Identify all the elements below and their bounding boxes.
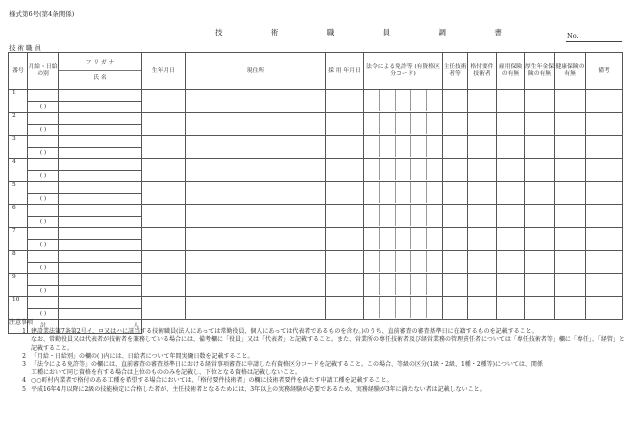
flag-cell[interactable] xyxy=(443,274,468,297)
birth-cell[interactable] xyxy=(142,297,186,320)
note-item xyxy=(9,386,625,394)
flag-cell[interactable] xyxy=(525,113,555,136)
flag-cell[interactable] xyxy=(468,205,497,228)
address-cell[interactable] xyxy=(186,297,326,320)
hire-cell[interactable] xyxy=(326,274,364,297)
flag-cell[interactable] xyxy=(555,159,586,182)
header-number: 番号 xyxy=(9,53,28,90)
note-text: 「月給・日給別」の欄の( )内には、日給者について年間実働日数を記載すること。 xyxy=(31,352,254,360)
header-attached: 格付要件技術者 xyxy=(468,53,497,90)
document-title: 技 術 職 員 調 書 xyxy=(215,28,525,37)
workdays-paren: ( ) xyxy=(28,148,59,159)
address-cell[interactable] xyxy=(186,228,326,251)
address-cell[interactable] xyxy=(186,90,326,113)
address-cell[interactable] xyxy=(186,274,326,297)
flag-cell[interactable] xyxy=(468,251,497,274)
notes-heading: 注意事項 xyxy=(9,319,34,326)
birth-cell[interactable] xyxy=(142,205,186,228)
name-cell[interactable] xyxy=(59,286,142,297)
flag-cell[interactable] xyxy=(468,90,497,113)
address-cell[interactable] xyxy=(186,251,326,274)
note-number: 1 xyxy=(22,328,26,336)
note-text: 建設業法第7条第2号イ、ロ又はハに該当する技術職員(法人にあっては常勤役員、個人にあっては代表者であるものを含む。)のうち、直前審査の審査基準日に在籍するものを記載すること。 xyxy=(31,328,538,336)
header-hire: 採 用 年月日 xyxy=(326,53,364,90)
birth-cell[interactable] xyxy=(142,90,186,113)
name-cell[interactable] xyxy=(59,263,142,274)
table-row xyxy=(9,90,623,102)
row-number: 5 xyxy=(9,182,28,205)
note-number: 4 xyxy=(22,377,26,385)
header-remarks: 備考 xyxy=(586,53,623,90)
flag-cell[interactable] xyxy=(497,228,525,251)
table-row xyxy=(9,159,623,171)
address-cell[interactable] xyxy=(186,205,326,228)
address-cell[interactable] xyxy=(186,182,326,205)
flag-cell[interactable] xyxy=(468,297,497,320)
hire-cell[interactable] xyxy=(326,113,364,136)
header-kanji-name: 氏 名 xyxy=(93,75,107,81)
birth-cell[interactable] xyxy=(142,228,186,251)
row-number: 8 xyxy=(9,251,28,274)
license-cell[interactable] xyxy=(364,159,443,182)
furigana-cell[interactable] xyxy=(59,90,142,102)
birth-cell[interactable] xyxy=(142,182,186,205)
address-cell[interactable] xyxy=(186,136,326,159)
flag-cell[interactable] xyxy=(443,182,468,205)
name-cell[interactable] xyxy=(59,309,142,320)
number-field-line xyxy=(566,41,622,42)
hire-cell[interactable] xyxy=(326,136,364,159)
furigana-cell[interactable] xyxy=(59,297,142,309)
note-continuation: 工種において同じ資格を有する場合は上位のもののみを記載し、下位となる資格は記載しないこと。 xyxy=(31,369,302,377)
flag-cell[interactable] xyxy=(586,136,623,159)
note-number: 3 xyxy=(22,361,26,369)
payday-cell[interactable] xyxy=(28,182,59,194)
flag-cell[interactable] xyxy=(443,205,468,228)
flag-cell[interactable] xyxy=(443,90,468,113)
payday-cell[interactable] xyxy=(28,297,59,309)
flag-cell[interactable] xyxy=(555,205,586,228)
flag-cell[interactable] xyxy=(586,182,623,205)
flag-cell[interactable] xyxy=(497,182,525,205)
workdays-paren: ( ) xyxy=(28,171,59,182)
row-number: 3 xyxy=(9,136,28,159)
flag-cell[interactable] xyxy=(525,251,555,274)
row-number: 2 xyxy=(9,113,28,136)
flag-cell[interactable] xyxy=(443,113,468,136)
license-cell[interactable] xyxy=(364,113,443,136)
flag-cell[interactable] xyxy=(525,136,555,159)
header-health-insurance: 健康保険の有無 xyxy=(555,53,586,90)
header-payday: 月給・日給の別 xyxy=(28,53,59,90)
name-cell[interactable] xyxy=(59,217,142,228)
name-cell[interactable] xyxy=(59,194,142,205)
section-title: 技術職員 xyxy=(9,44,43,52)
header-name xyxy=(59,53,142,90)
note-item xyxy=(9,377,625,385)
flag-cell[interactable] xyxy=(555,251,586,274)
flag-cell[interactable] xyxy=(497,205,525,228)
header-license: 法令による免許等 (有資格区分コード) xyxy=(364,53,443,90)
license-cell[interactable] xyxy=(364,297,443,320)
payday-cell[interactable] xyxy=(28,205,59,217)
flag-cell[interactable] xyxy=(525,297,555,320)
flag-cell[interactable] xyxy=(443,251,468,274)
birth-cell[interactable] xyxy=(142,113,186,136)
workdays-paren: ( ) xyxy=(28,194,59,205)
name-cell[interactable] xyxy=(59,148,142,159)
flag-cell[interactable] xyxy=(443,136,468,159)
payday-cell[interactable] xyxy=(28,274,59,286)
header-furigana: フ リ ガ ナ xyxy=(85,60,115,67)
total-unit: 人 xyxy=(59,320,142,334)
staff-table xyxy=(8,52,623,334)
hire-cell[interactable] xyxy=(326,159,364,182)
flag-cell[interactable] xyxy=(497,274,525,297)
row-number: 10 xyxy=(9,297,28,320)
flag-cell[interactable] xyxy=(555,136,586,159)
flag-cell[interactable] xyxy=(497,90,525,113)
flag-cell[interactable] xyxy=(468,159,497,182)
address-cell[interactable] xyxy=(186,113,326,136)
notes-section xyxy=(9,319,625,394)
total-label: 計 xyxy=(28,320,59,334)
note-text: 「法令による免許等」の欄には、直前審査の審査基準日における経営事項審査に申請した有資格区分コードを記載すること。この場合、等級の区分(1級・2級、1種・2種等)については、関係 xyxy=(31,361,543,369)
flag-cell[interactable] xyxy=(497,297,525,320)
table-row xyxy=(9,297,623,309)
flag-cell[interactable] xyxy=(555,113,586,136)
hire-cell[interactable] xyxy=(326,90,364,113)
header-chief: 主任技術者等 xyxy=(443,53,468,90)
hire-cell[interactable] xyxy=(326,205,364,228)
flag-cell[interactable] xyxy=(555,274,586,297)
payday-cell[interactable] xyxy=(28,159,59,171)
flag-cell[interactable] xyxy=(468,182,497,205)
table-row xyxy=(9,205,623,217)
flag-cell[interactable] xyxy=(586,251,623,274)
row-number: 1 xyxy=(9,90,28,113)
furigana-cell[interactable] xyxy=(59,113,142,125)
workdays-paren: ( ) xyxy=(28,125,59,136)
flag-cell[interactable] xyxy=(525,159,555,182)
header-employment-insurance: 雇用保険の有無 xyxy=(497,53,525,90)
workdays-paren: ( ) xyxy=(28,309,59,320)
flag-cell[interactable] xyxy=(443,159,468,182)
workdays-paren: ( ) xyxy=(28,286,59,297)
flag-cell[interactable] xyxy=(555,90,586,113)
table-row xyxy=(9,136,623,148)
flag-cell[interactable] xyxy=(555,297,586,320)
row-number: 7 xyxy=(9,228,28,251)
flag-cell[interactable] xyxy=(468,113,497,136)
table-row xyxy=(9,228,623,240)
note-number: 2 xyxy=(22,352,26,360)
workdays-paren: ( ) xyxy=(28,263,59,274)
workdays-paren: ( ) xyxy=(28,217,59,228)
table-row xyxy=(9,182,623,194)
furigana-cell[interactable] xyxy=(59,228,142,240)
license-cell[interactable] xyxy=(364,90,443,113)
furigana-cell[interactable] xyxy=(59,205,142,217)
flag-cell[interactable] xyxy=(525,90,555,113)
flag-cell[interactable] xyxy=(525,182,555,205)
note-continuation: なお、常勤役員又は代表者が技術者を兼務している場合には、備考欄に「役員」又は「代表者」と記載すること。また、営業所の専任技術者及び経営業務の管理責任者については「専任技術者等」欄に「専任」、「経管」と記載すること。 xyxy=(31,336,625,352)
name-cell[interactable] xyxy=(59,125,142,136)
header-birth: 生年月日 xyxy=(142,53,186,90)
license-cell[interactable] xyxy=(364,274,443,297)
address-cell[interactable] xyxy=(186,159,326,182)
flag-cell[interactable] xyxy=(586,205,623,228)
note-item xyxy=(9,361,625,369)
license-cell[interactable] xyxy=(364,136,443,159)
note-text: 平成16年4月以降に2級の技能検定に合格した者が、主任技術者となるためには、3年以上の実務経験が必要であるため、実務経験が3年に満たない者は記載しないこと。 xyxy=(31,385,486,393)
flag-cell[interactable] xyxy=(497,159,525,182)
name-cell[interactable] xyxy=(59,240,142,251)
flag-cell[interactable] xyxy=(525,228,555,251)
header-address: 現住所 xyxy=(186,53,326,90)
flag-cell[interactable] xyxy=(443,228,468,251)
birth-cell[interactable] xyxy=(142,159,186,182)
flag-cell[interactable] xyxy=(586,159,623,182)
flag-cell[interactable] xyxy=(525,274,555,297)
form-id: 様式第6号(第4条関係) xyxy=(9,10,75,18)
flag-cell[interactable] xyxy=(586,274,623,297)
flag-cell[interactable] xyxy=(555,182,586,205)
hire-cell[interactable] xyxy=(326,251,364,274)
hire-cell[interactable] xyxy=(326,297,364,320)
workdays-paren: ( ) xyxy=(28,240,59,251)
row-number: 6 xyxy=(9,205,28,228)
table-row xyxy=(9,113,623,125)
flag-cell[interactable] xyxy=(443,297,468,320)
license-cell[interactable] xyxy=(364,182,443,205)
license-cell[interactable] xyxy=(364,228,443,251)
workdays-paren: ( ) xyxy=(28,102,59,113)
flag-cell[interactable] xyxy=(586,113,623,136)
flag-cell[interactable] xyxy=(586,90,623,113)
hire-cell[interactable] xyxy=(326,228,364,251)
furigana-cell[interactable] xyxy=(59,159,142,171)
name-cell[interactable] xyxy=(59,102,142,113)
table-row xyxy=(9,251,623,263)
flag-cell[interactable] xyxy=(497,113,525,136)
hire-cell[interactable] xyxy=(326,182,364,205)
flag-cell[interactable] xyxy=(586,228,623,251)
note-number: 5 xyxy=(22,385,26,393)
payday-cell[interactable] xyxy=(28,90,59,102)
header-pension: 厚生年金保険の有無 xyxy=(525,53,555,90)
furigana-cell[interactable] xyxy=(59,251,142,263)
flag-cell[interactable] xyxy=(555,228,586,251)
note-item xyxy=(9,353,625,361)
name-cell[interactable] xyxy=(59,171,142,182)
birth-cell[interactable] xyxy=(142,251,186,274)
note-text: ○○町村内業者で格付のある工種を希望する場合においては、「格付要件技術者」の欄に技術者要件を満たす申請工種を記載すること。 xyxy=(31,377,393,385)
flag-cell[interactable] xyxy=(468,136,497,159)
flag-cell[interactable] xyxy=(497,251,525,274)
flag-cell[interactable] xyxy=(497,136,525,159)
header-row xyxy=(9,53,623,90)
payday-cell[interactable] xyxy=(28,251,59,263)
payday-cell[interactable] xyxy=(28,228,59,240)
table-row xyxy=(9,274,623,286)
flag-cell[interactable] xyxy=(468,274,497,297)
flag-cell[interactable] xyxy=(586,297,623,320)
payday-cell[interactable] xyxy=(28,113,59,125)
flag-cell[interactable] xyxy=(468,228,497,251)
license-cell[interactable] xyxy=(364,251,443,274)
row-number: 4 xyxy=(9,159,28,182)
row-number: 9 xyxy=(9,274,28,297)
birth-cell[interactable] xyxy=(142,136,186,159)
payday-cell[interactable] xyxy=(28,136,59,148)
number-label: No. xyxy=(567,32,579,40)
flag-cell[interactable] xyxy=(525,205,555,228)
furigana-cell[interactable] xyxy=(59,182,142,194)
birth-cell[interactable] xyxy=(142,274,186,297)
license-cell[interactable] xyxy=(364,205,443,228)
furigana-cell[interactable] xyxy=(59,274,142,286)
furigana-cell[interactable] xyxy=(59,136,142,148)
